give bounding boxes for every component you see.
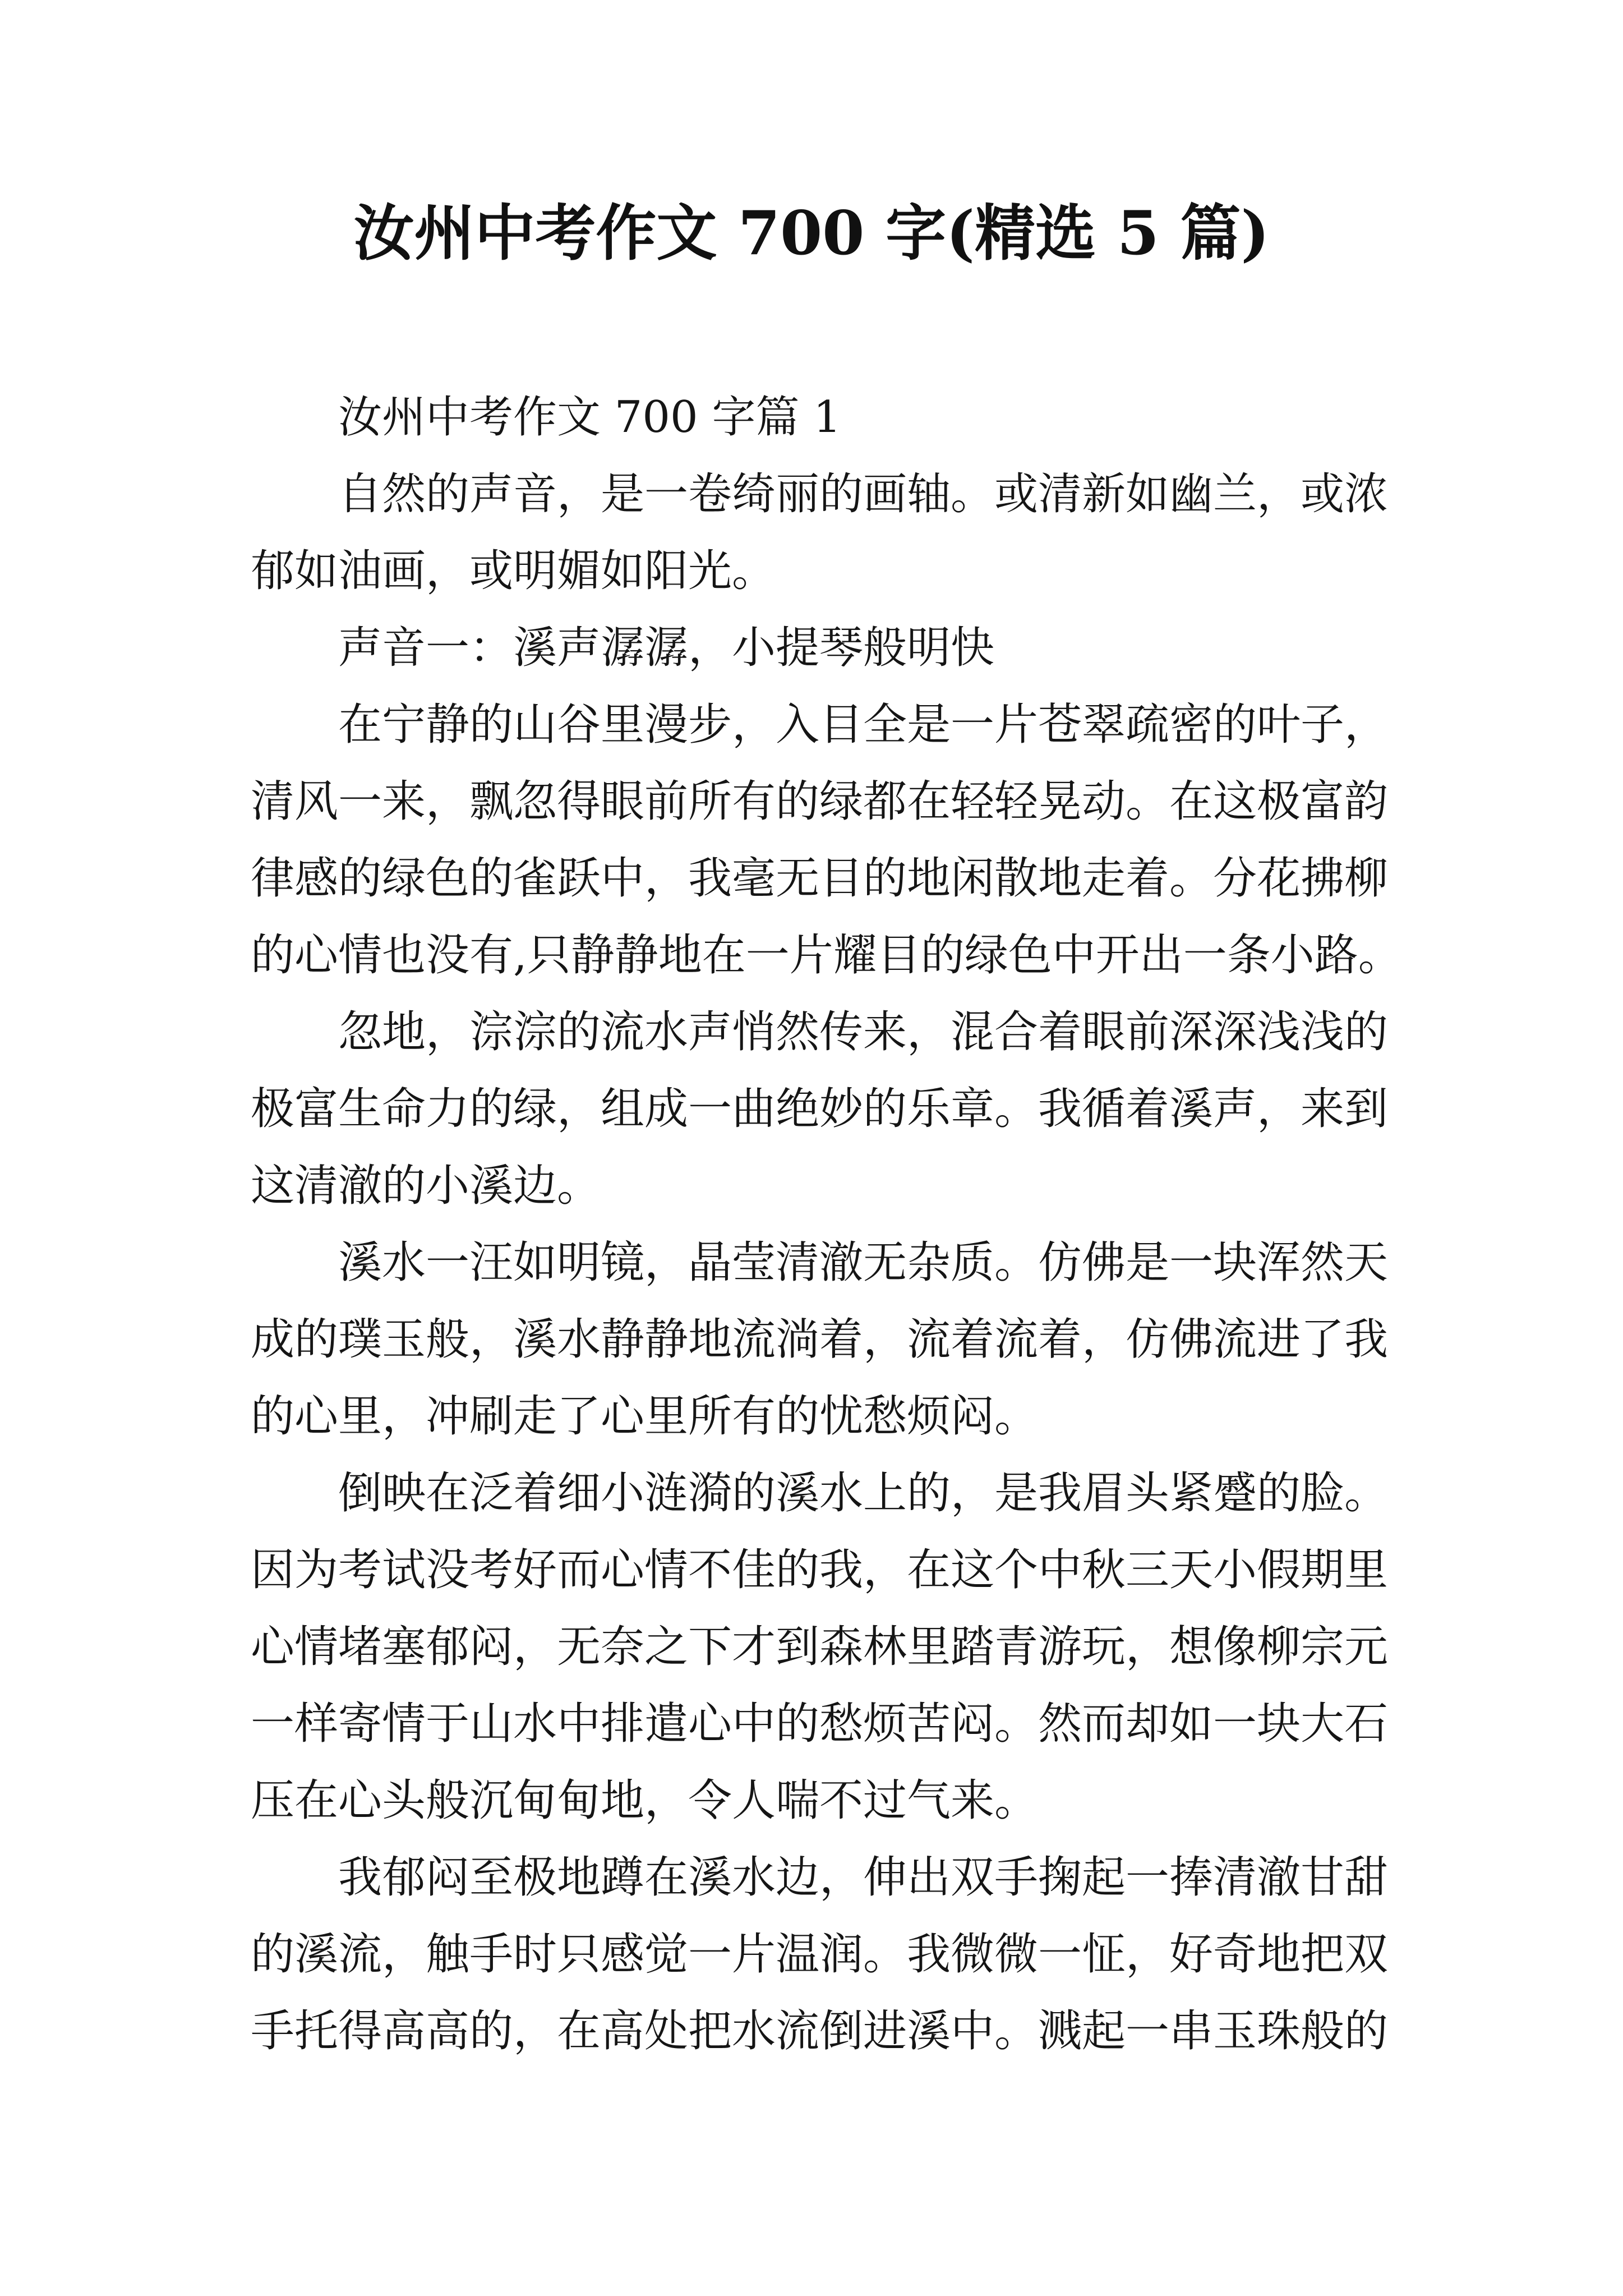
text-line: 倒映在泛着细小涟漪的溪水上的，是我眉头紧蹙的脸。 bbox=[338, 1468, 1389, 1519]
text-line: 的心情也没有,只静静地在一片耀目的绿色中开出一条小路。 bbox=[251, 930, 1402, 981]
text-line: 我郁闷至极地蹲在溪水边，伸出双手掬起一捧清澈甘甜 bbox=[338, 1852, 1389, 1903]
paragraph bbox=[251, 610, 1388, 687]
paragraph bbox=[251, 1225, 1388, 1455]
text-line: 成的璞玉般，溪水静静地流淌着，流着流着，仿佛流进了我 bbox=[251, 1314, 1389, 1365]
paragraph bbox=[251, 1839, 1388, 2070]
section-heading: 汝州中考作文 700 字篇 1 bbox=[338, 392, 841, 443]
text-line: 的溪流，触手时只感觉一片温润。我微微一怔，好奇地把双 bbox=[251, 1929, 1389, 1980]
text-line: 律感的绿色的雀跃中，我毫无目的地闲散地走着。分花拂柳 bbox=[251, 853, 1389, 904]
text-line: 手托得高高的，在高处把水流倒进溪中。溅起一串玉珠般的 bbox=[251, 2006, 1389, 2056]
text-line: 因为考试没考好而心情不佳的我，在这个中秋三天小假期里 bbox=[251, 1545, 1389, 1595]
text-line: 溪水一汪如明镜，晶莹清澈无杂质。仿佛是一块浑然天 bbox=[338, 1237, 1389, 1288]
text-line: 压在心头般沉甸甸地，令人喘不过气来。 bbox=[251, 1775, 1039, 1826]
text-line: 忽地，淙淙的流水声悄然传来，混合着眼前深深浅浅的 bbox=[338, 1007, 1389, 1057]
text-line: 声音一：溪声潺潺，小提琴般明快 bbox=[338, 623, 995, 673]
essay-body bbox=[251, 379, 1402, 2070]
text-line: 在宁静的山谷里漫步，入目全是一片苍翠疏密的叶子， bbox=[338, 700, 1389, 750]
paragraph bbox=[251, 1455, 1388, 1839]
text-line: 郁如油画，或明媚如阳光。 bbox=[251, 546, 776, 596]
paragraph bbox=[251, 456, 1388, 610]
text-line: 自然的声音，是一卷绮丽的画轴。或清新如幽兰，或浓 bbox=[338, 469, 1389, 519]
text-line: 一样寄情于山水中排遣心中的愁烦苦闷。然而却如一块大石 bbox=[251, 1699, 1389, 1749]
paragraph bbox=[251, 687, 1402, 994]
text-line: 这清澈的小溪边。 bbox=[251, 1161, 601, 1211]
text-line: 清风一来，飘忽得眼前所有的绿都在轻轻晃动。在这极富韵 bbox=[251, 776, 1389, 827]
document-title: 汝州中考作文 700 字(精选 5 篇) bbox=[353, 198, 1270, 269]
text-line: 的心里，冲刷走了心里所有的忧愁烦闷。 bbox=[251, 1391, 1039, 1442]
text-line: 极富生命力的绿，组成一曲绝妙的乐章。我循着溪声，来到 bbox=[251, 1084, 1389, 1134]
text-line: 心情堵塞郁闷，无奈之下才到森林里踏青游玩，想像柳宗元 bbox=[251, 1622, 1389, 1672]
paragraph bbox=[251, 994, 1388, 1225]
